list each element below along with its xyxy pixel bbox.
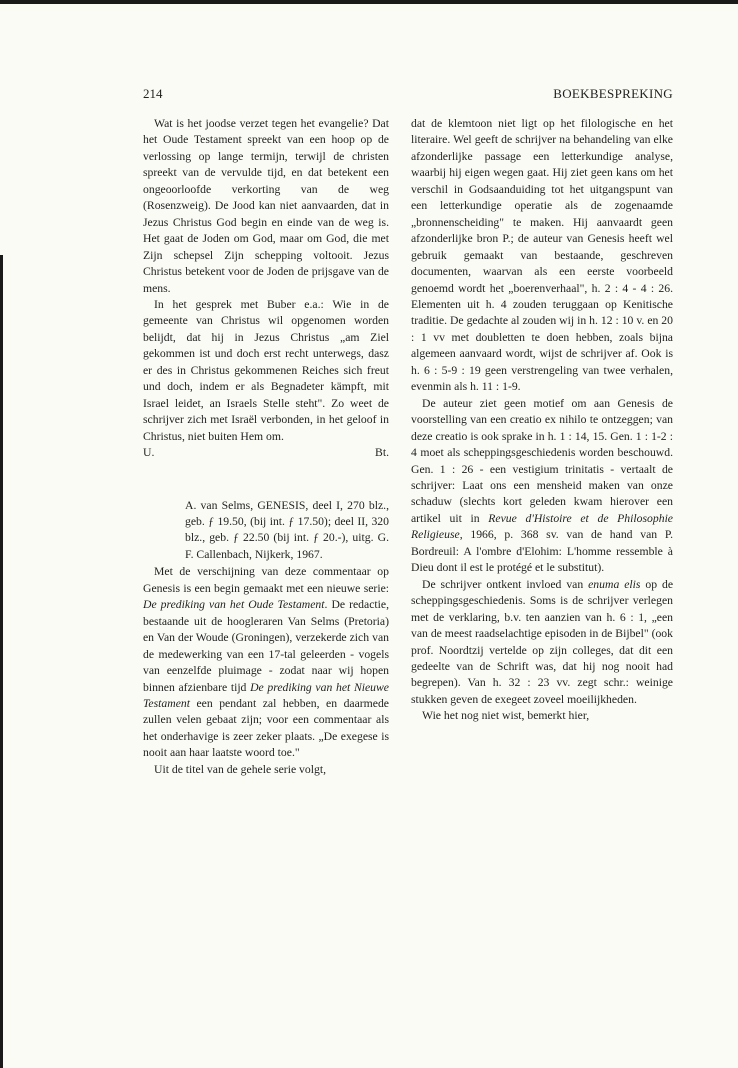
paragraph: [411, 396, 673, 577]
text-run: . De redactie, bestaande uit de hoogleraren Van Selms (Pretoria) en Van der Woude (Groningen), verzekerde zich van de medewerking van een 17-tal geleerden - vogels van eenzelfde pluimage - zodat naar wij hopen binnen afzienbare tijd: [143, 598, 389, 694]
text-run: De schrijver ontkent invloed van: [422, 577, 589, 591]
italic-term: enuma elis: [588, 577, 641, 591]
paragraph: [411, 577, 673, 709]
paragraph: Wat is het joodse verzet tegen het evangelie? Dat het Oude Testament spreekt van een hoop op de verlossing op lange termijn, terwijl de christen spreekt van de vervulde tijd, en dat betekent een ongeoorloofde verkorting van de weg (Rosenzweig). De Jood kan niet aanvaarden, dat in Jezus Christus God begin en einde van de weg is. Het gaat de Joden om God, maar om God, die met Zijn schepsel Zijn schepping voltooit. Jezus Christus betekent voor de Joden de prijsgave van de mens.: [143, 117, 389, 295]
signature-initials: Bt.: [375, 446, 389, 460]
text-run: Met de verschijning van deze commentaar op Genesis is een begin gemaakt met een nieuwe serie:: [143, 565, 389, 595]
page-number: 214: [143, 86, 163, 101]
left-column: [143, 116, 389, 778]
series-title: De prediking van het Oude Testament: [143, 598, 325, 612]
text-run: een pendant zal hebben, en daarmede zullen velen gebaat zijn; voor een commentaar als het onderhavige is zeer zeker plaats. „De exegese is nooit aan haar laatste woord toe.": [143, 696, 389, 760]
book-reference: A. van Selms, GENESIS, deel I, 270 blz., geb. ƒ 19.50, (bij int. ƒ 17.50); deel II, 320 blz., geb. ƒ 22.50 (bij int. ƒ 20.-), uitg. G. F. Callenbach, Nijkerk, 1967.: [185, 498, 389, 561]
scan-border-top: [0, 0, 738, 4]
paragraph: In het gesprek met Buber e.a.: Wie in de gemeente van Christus wil opgenomen worden belijdt, dat hij in Jezus Christus „am Ziel gekommen ist und doch erst recht unterwegs, dasz er des in Christus gekommenen Reiches sich freut und doch, indem er als Begnadeter kämpft, mit Israel leidet, an Israels Stelle steht". Zo weet de schrijver zich met Israël verbonden, in het geloof in Christus, niet buiten Hem om.: [143, 297, 389, 443]
journal-title: Revue d'Histoire et de Philosophie Religieuse: [411, 511, 673, 542]
scan-border-left: [0, 255, 3, 1068]
right-column: [411, 116, 673, 725]
signature-initial: U.: [143, 446, 155, 460]
series-title: De prediking van het Nieuwe Testament: [143, 680, 389, 710]
paragraph: Wie het nog niet wist, bemerkt hier,: [422, 709, 590, 723]
paragraph: [143, 564, 389, 761]
text-run: , 1966, p. 368 sv. van de hand van P. Bordreuil: A l'ombre d'Elohim: L'homme ressemble à Dieu dont il est le protégé et le substitut).: [411, 528, 673, 575]
paragraph: Uit de titel van de gehele serie volgt,: [154, 762, 327, 776]
text-run: op de scheppingsgeschiedenis. Soms is de schrijver verlegen met de verklaring, b.v. ten aanzien van h. 6 : 1, „een van de meest raadselachtige episoden in de Bijbel" (ook prof. Noordtzij vertelde op zijn colleges, dat dit een gedeelte van de Schrift was, dat hij nog nooit had begrepen). Van h. 32 : 23 vv. zegt schr.: weinige stukken geven de exegeet zoveel moeilijkheden.: [411, 577, 673, 706]
reviewer-signature: [143, 445, 389, 461]
page-header: [143, 86, 673, 106]
text-run: De auteur ziet geen motief om aan Genesis de voorstelling van een creatio ex nihilo te ontzeggen; van deze creatio is ook sprake in h. 1 : 14, 15. Gen. 1 : 1-2 : 4 moet als scheppingsgeschiedenis worden beschouwd. Gen. 1 : 26 - een vestigium trinitatis - vertaalt de schrijver: Laat ons een mensheid maken van onze schaduw (slechts kort geleden kwam hierover een artikel uit in: [411, 396, 673, 525]
paragraph: dat de klemtoon niet ligt op het filologische en het literaire. Wel geeft de schrijver na behandeling van elke afzonderlijke passage een letterkundige analyse, waarbij hij eigen wegen gaat. Hij ziet geen kans om het verschil in Godsaanduiding tot het uitgangspunt van een letterkundige operatie als de zogenaamde „bronnenscheiding" te maken. Hij aanvaardt geen afzonderlijke bron P.; de auteur van Genesis heeft wel gebruik gemaakt van bestaande, geschreven documenten, waarvan als een eerste voorbeeld genoemd wordt het „boerenverhaal", h. 2 : 4 - 4 : 26. Elementen uit h. 4 zouden teruggaan op Kenitische traditie. De gedachte al zouden wij in h. 12 : 10 v. en 20 : 1 vv met doubletten te doen hebben, zoals bijna algemeen aanvaard wordt, wijst de schrijver af. Ook is h. 6 : 5-9 : 19 geen verstrengeling van twee verhalen, evenmin als h. 11 : 1-9.: [411, 117, 673, 394]
running-head: BOEKBESPREKING: [553, 86, 673, 101]
